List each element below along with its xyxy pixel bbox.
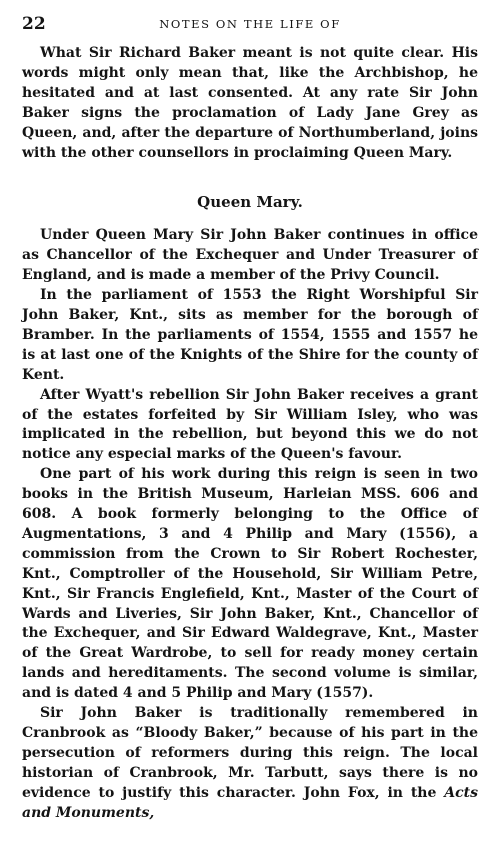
section-heading: Queen Mary. bbox=[197, 193, 303, 212]
paragraph-text: Sir John Baker is traditionally remembered in Cranbrook as “Bloody Baker,” because of his part in the persecution of reformers during this reign. The local historian of Cranbrook, Mr. Tarbutt, says there is no evidence to justify this character. John Fox, in the bbox=[22, 705, 478, 801]
book-page bbox=[22, 14, 478, 824]
running-head bbox=[22, 14, 478, 44]
paragraph: What Sir Richard Baker meant is not quite clear. His words might only mean that, like the Archbishop, he hesitated and at last consented. At any rate Sir John Baker signs the proclamation of Lady Jane Grey as Queen, and, after the departure of Northumberland, joins with the other counsellors in proclaiming Queen Mary. bbox=[22, 45, 478, 161]
paragraph: One part of his work during this reign is seen in two books in the British Museum, Harleian MSS. 606 and 608. A book formerly belonging to the Office of Augmentations, 3 and 4 Philip and Mary (1556), a commission from the Crown to Sir Robert Rochester, Knt., Comptroller of the Household, Sir William Petre, Knt., Sir Francis Englefield, Knt., Master of the Court of Wards and Liveries, Sir John Baker, Knt., Chancellor of the Exchequer, and Sir Edward Waldegrave, Knt., Master of the Great Wardrobe, to sell for ready money certain lands and hereditaments. The second volume is similar, and is dated 4 and 5 Philip and Mary (1557). bbox=[22, 466, 478, 702]
work-title: Acts and Monuments, bbox=[22, 784, 478, 821]
paragraph: In the parliament of 1553 the Right Worshipful Sir John Baker, Knt., sits as member for the borough of Bramber. In the parliaments of 1554, 1555 and 1557 he is at last one of the Knights of the Shire for the county of Kent. bbox=[22, 287, 478, 383]
paragraph: Under Queen Mary Sir John Baker continues in office as Chancellor of the Exchequer and Under Treasurer of England, and is made a member of the Privy Council. bbox=[22, 227, 478, 284]
paragraph-last bbox=[22, 704, 478, 823]
page-number: 22 bbox=[22, 14, 46, 34]
running-title: NOTES ON THE LIFE OF bbox=[159, 17, 341, 31]
paragraph: After Wyatt's rebellion Sir John Baker receives a grant of the estates forfeited by Sir William Isley, who was implicated in the rebellion, but beyond this we do not notice any especial marks of the Queen's favour. bbox=[22, 386, 478, 463]
